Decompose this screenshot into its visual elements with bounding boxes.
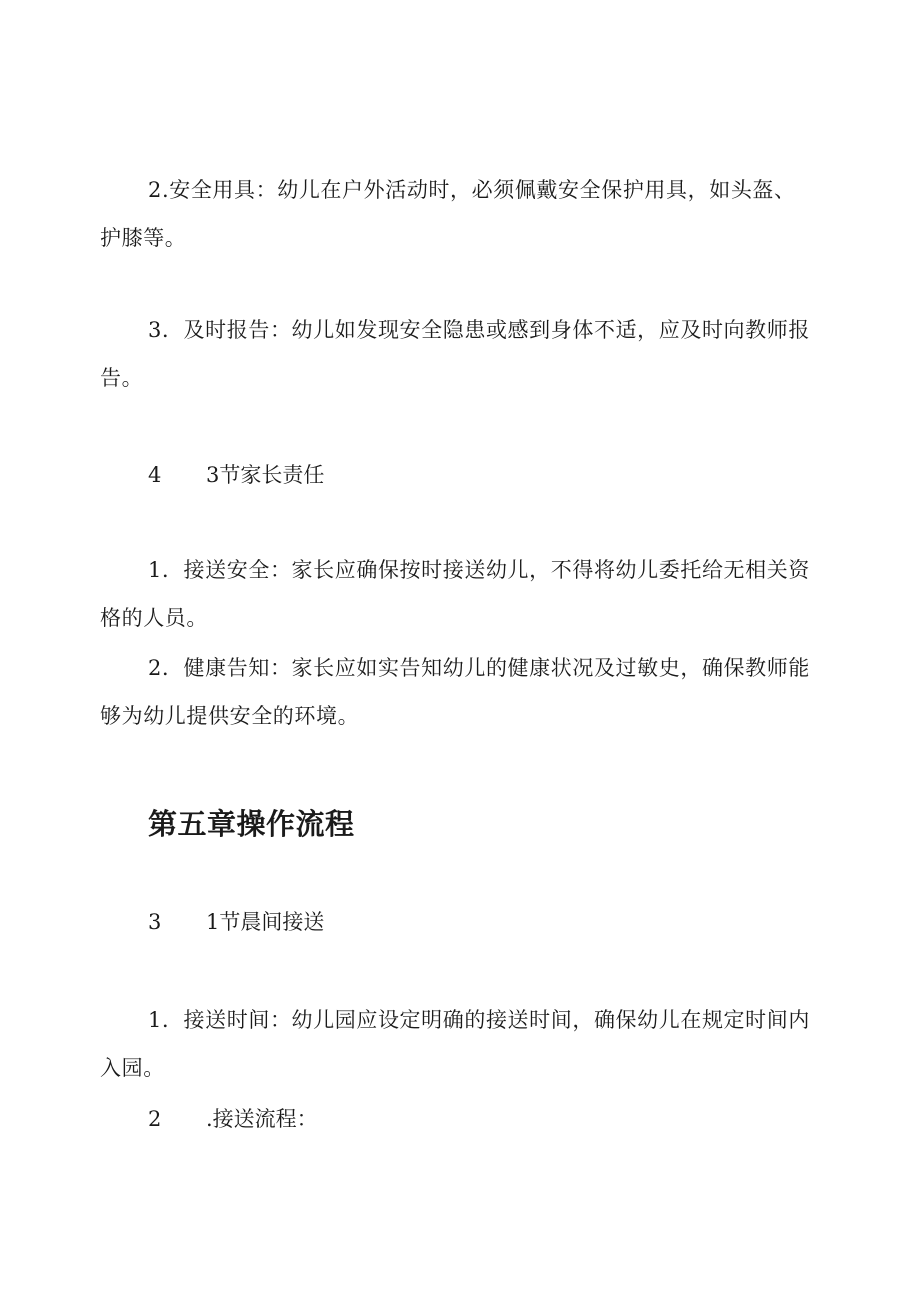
section-title: .接送流程： (206, 1107, 318, 1131)
section-heading-parent-responsibility (148, 460, 324, 490)
paragraph-pickup-safety: 1．接送安全：家长应确保按时接送幼儿，不得将幼儿委托给无相关资格的人员。 (100, 558, 810, 630)
section-title: 3节家长责任 (206, 463, 325, 487)
paragraph-timely-report: 3．及时报告：幼儿如发现安全隐患或感到身体不适，应及时向教师报告。 (100, 318, 810, 390)
section-number: 2 (148, 1107, 162, 1131)
paragraph-health-notice: 2．健康告知：家长应如实告知幼儿的健康状况及过敏史，确保教师能够为幼儿提供安全的环境。 (100, 656, 810, 728)
section-number: 4 (148, 463, 162, 487)
section-heading-morning-pickup (148, 907, 324, 937)
section-heading-pickup-process (148, 1104, 318, 1134)
paragraph-pickup-time: 1．接送时间：幼儿园应设定明确的接送时间，确保幼儿在规定时间内入园。 (100, 1008, 810, 1080)
section-title: 1节晨间接送 (206, 910, 325, 934)
chapter-title: 第五章操作流程 (148, 807, 355, 841)
section-number: 3 (148, 910, 162, 934)
paragraph-safety-equipment: 2.安全用具：幼儿在户外活动时，必须佩戴安全保护用具，如头盔、护膝等。 (100, 178, 796, 250)
